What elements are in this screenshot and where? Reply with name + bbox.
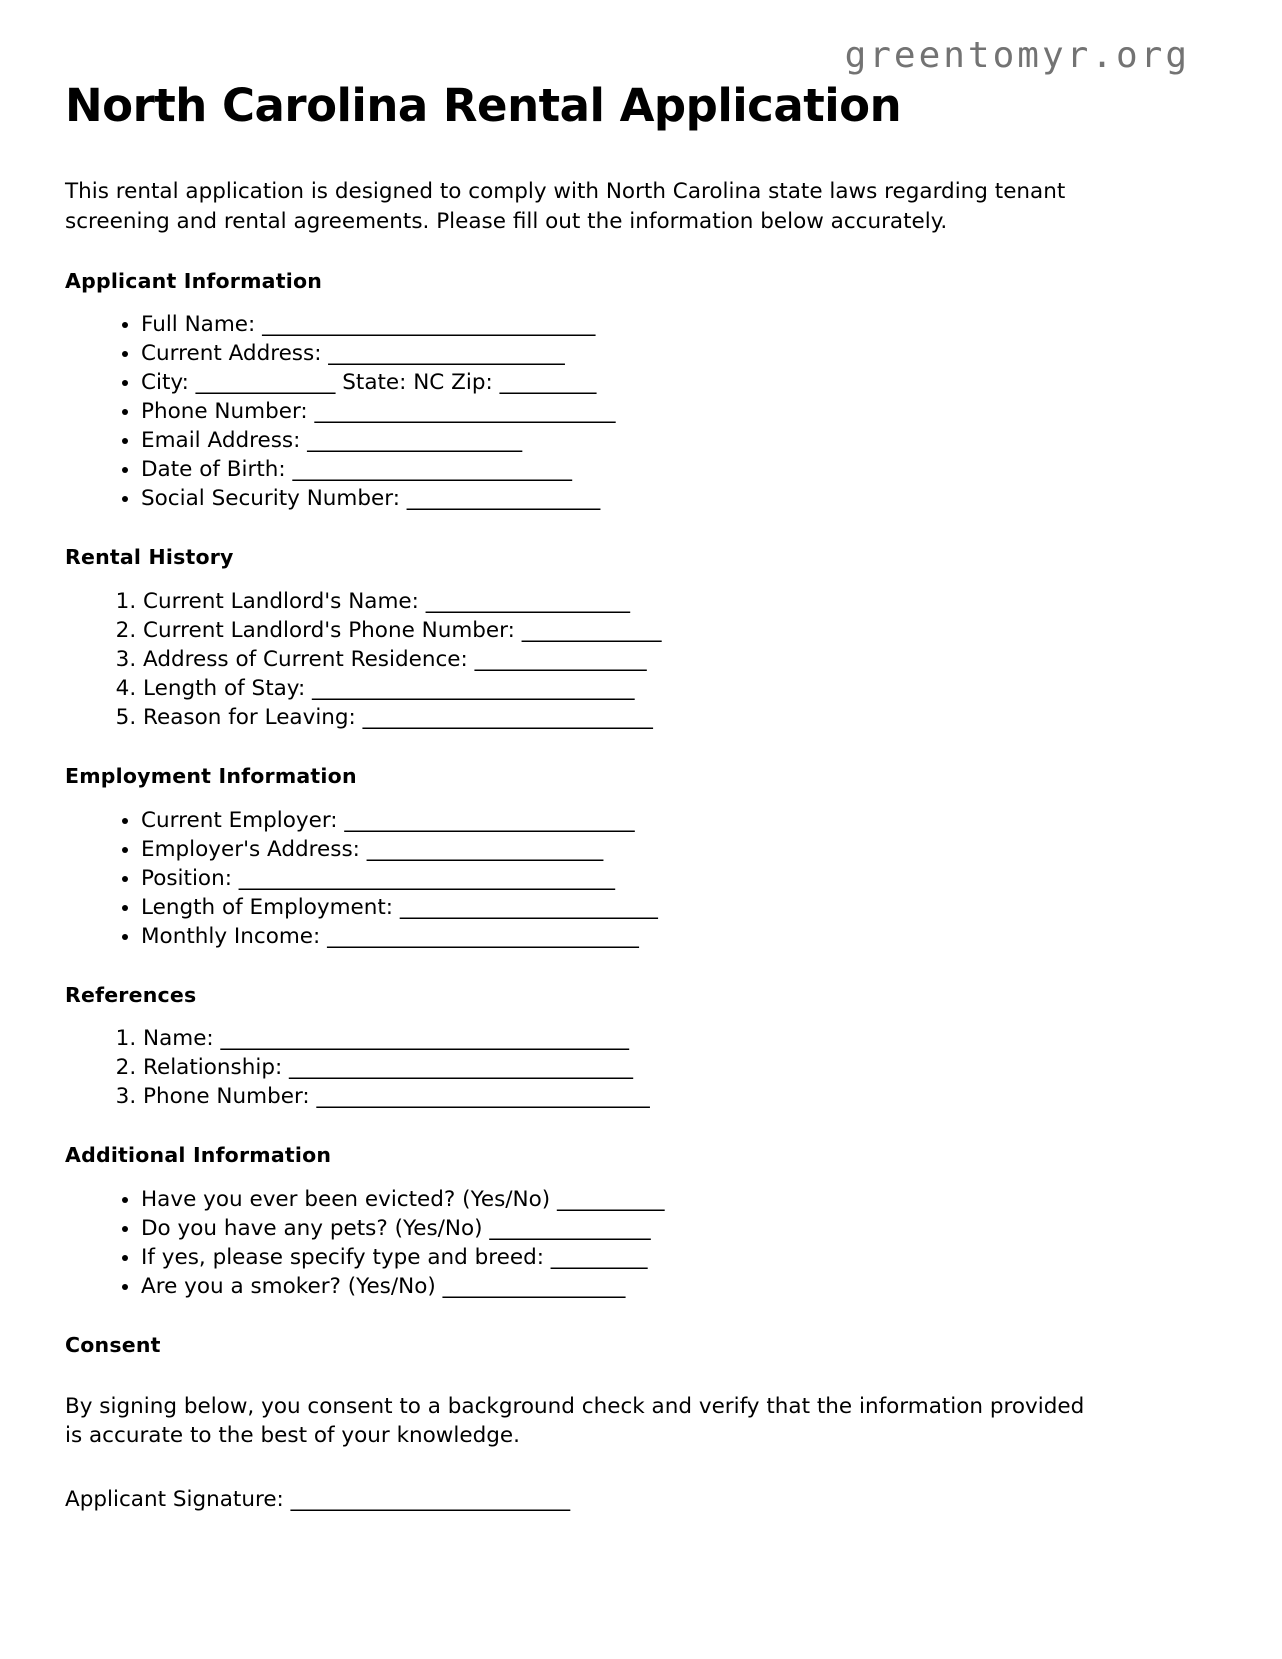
list-item[interactable]: • Date of Birth: __________________________ — [141, 455, 1217, 484]
section-heading-references: References — [65, 982, 197, 1007]
section-heading-rental-history: Rental History — [65, 545, 234, 570]
list-item[interactable]: • Length of Employment: ________________________ — [141, 893, 1217, 922]
applicant-information-field-list — [65, 293, 1217, 513]
references-field-list — [65, 1007, 1217, 1111]
list-item[interactable]: • Phone Number: ____________________________ — [141, 397, 1217, 426]
list-item[interactable]: • Monthly Income: _____________________________ — [141, 922, 1217, 951]
section-heading-consent: Consent — [65, 1332, 161, 1357]
list-item[interactable]: • Do you have any pets? (Yes/No) _______________ — [141, 1214, 1217, 1243]
page-title: North Carolina Rental Application — [65, 79, 902, 132]
applicant-signature-field[interactable]: Applicant Signature: __________________________ — [65, 1486, 571, 1512]
list-item[interactable]: 3. Phone Number: _______________________________ — [143, 1082, 1217, 1111]
additional-information-field-list — [65, 1168, 1217, 1301]
list-item[interactable]: • City: _____________ State: NC Zip: _________ — [141, 368, 1217, 397]
section-heading-applicant-information: Applicant Information — [65, 268, 323, 293]
rental-history-field-list — [65, 570, 1217, 732]
list-item[interactable]: • Current Employer: ___________________________ — [141, 806, 1217, 835]
intro-paragraph: This rental application is designed to comply with North Carolina state laws regarding tenant screening and rental agreements. Please fill out the information below accurately. — [65, 179, 1066, 234]
list-item[interactable]: 1. Name: ______________________________________ — [143, 1024, 1217, 1053]
list-item[interactable]: 1. Current Landlord's Name: ___________________ — [143, 587, 1217, 616]
consent-paragraph: By signing below, you consent to a background check and verify that the information provided is accurate to the best of your knowledge. — [65, 1393, 1085, 1449]
list-item[interactable]: 4. Length of Stay: ______________________________ — [143, 674, 1217, 703]
list-item[interactable]: • Current Address: ______________________ — [141, 339, 1217, 368]
list-item[interactable]: • Full Name: _______________________________ — [141, 310, 1217, 339]
list-item[interactable]: • Employer's Address: ______________________ — [141, 835, 1217, 864]
list-item[interactable]: • If yes, please specify type and breed: _________ — [141, 1243, 1217, 1272]
list-item[interactable]: • Social Security Number: __________________ — [141, 484, 1217, 513]
list-item[interactable]: 2. Relationship: ________________________________ — [143, 1053, 1217, 1082]
list-item[interactable]: • Email Address: ____________________ — [141, 426, 1217, 455]
list-item[interactable]: • Are you a smoker? (Yes/No) _________________ — [141, 1272, 1217, 1301]
employment-information-field-list — [65, 789, 1217, 951]
list-item[interactable]: 3. Address of Current Residence: ________________ — [143, 645, 1217, 674]
section-heading-additional-information: Additional Information — [65, 1143, 332, 1168]
list-item[interactable]: 5. Reason for Leaving: ___________________________ — [143, 703, 1217, 732]
list-item[interactable]: 2. Current Landlord's Phone Number: _____________ — [143, 616, 1217, 645]
list-item[interactable]: • Have you ever been evicted? (Yes/No) __________ — [141, 1185, 1217, 1214]
list-item[interactable]: • Position: ___________________________________ — [141, 864, 1217, 893]
section-heading-employment-information: Employment Information — [65, 763, 357, 788]
site-watermark: greentomyr.org — [844, 35, 1190, 76]
